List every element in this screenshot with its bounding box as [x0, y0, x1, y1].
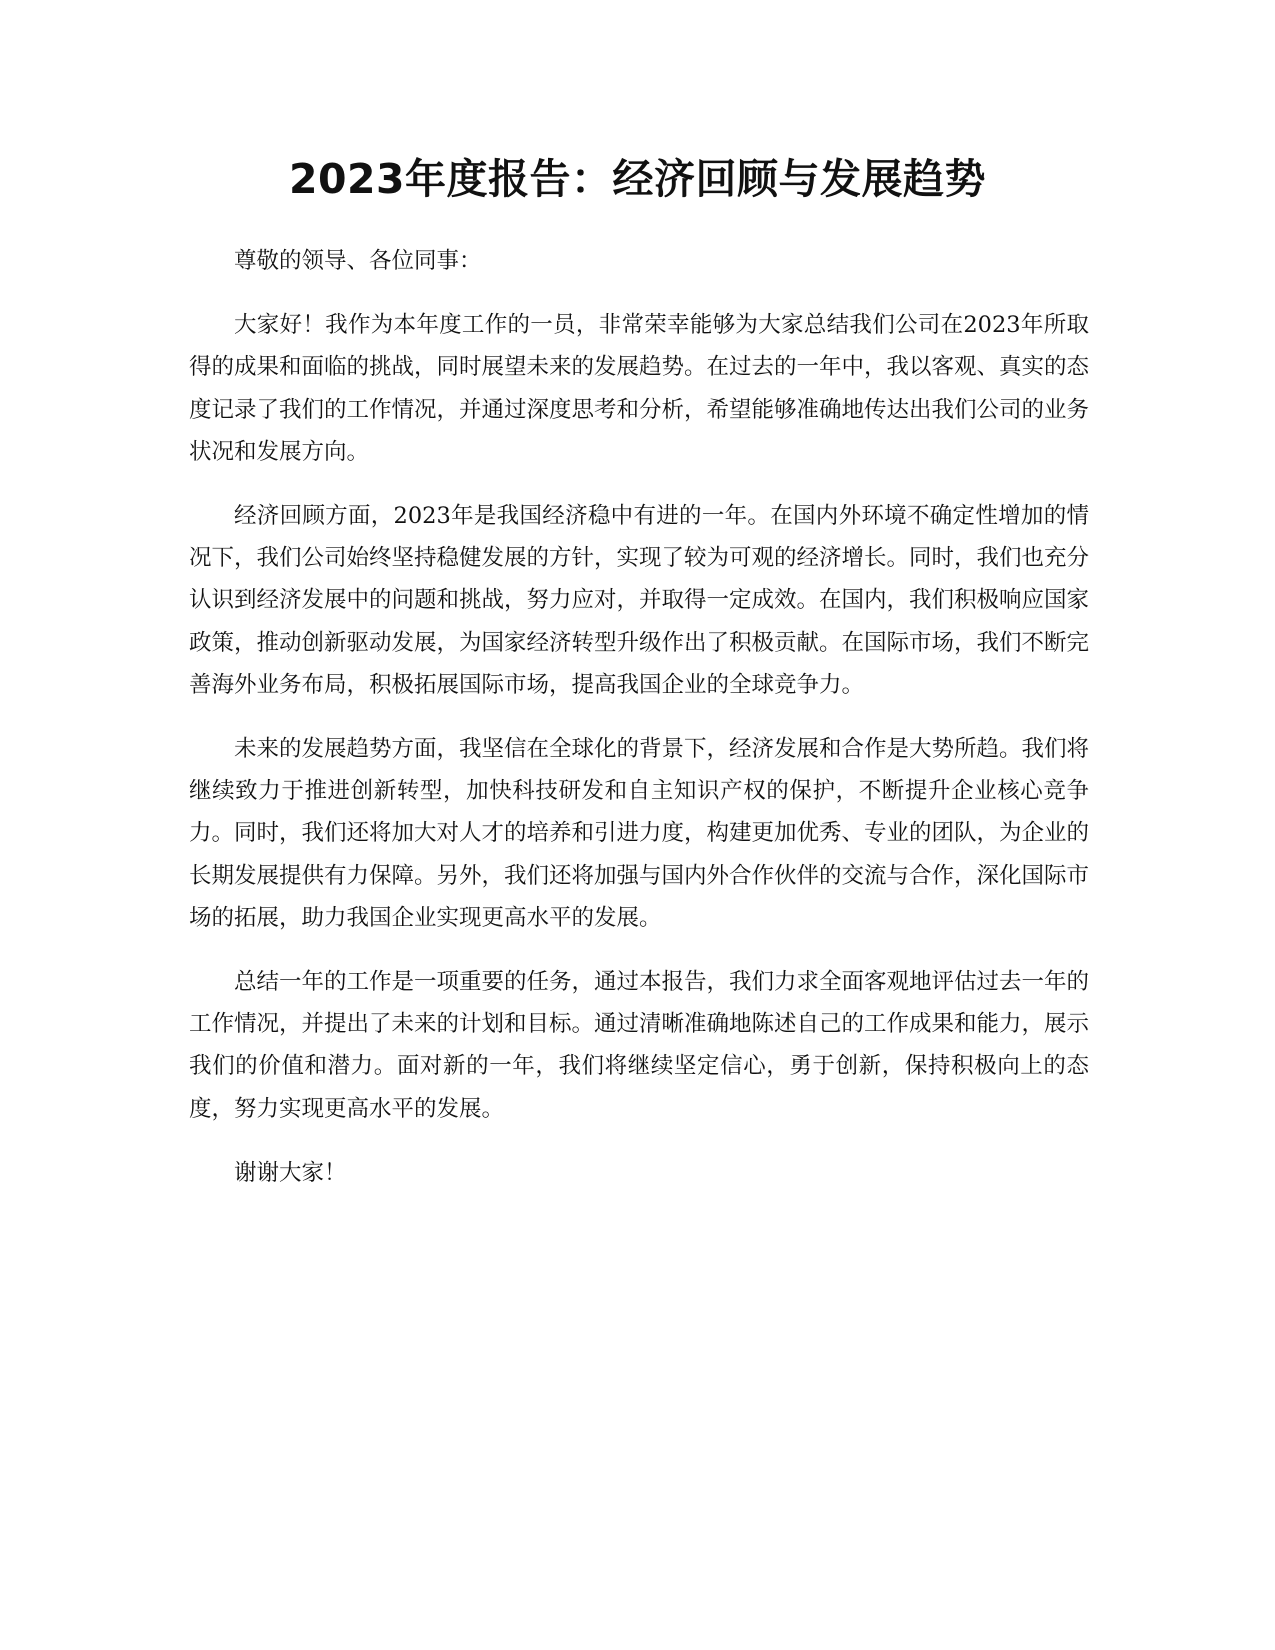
salutation: 尊敬的领导、各位同事：	[234, 248, 482, 274]
paragraph-summary: 总结一年的工作是一项重要的任务，通过本报告，我们力求全面客观地评估过去一年的工作情况，并提出了未来的计划和目标。通过清晰准确地陈述自己的工作成果和能力，展示我们的价值和潜力。面对新的一年，我们将继续坚定信心，勇于创新，保持积极向上的态度，努力实现更高水平的发展。	[189, 969, 1090, 1122]
paragraph-intro: 大家好！我作为本年度工作的一员，非常荣幸能够为大家总结我们公司在2023年所取得的成果和面临的挑战，同时展望未来的发展趋势。在过去的一年中，我以客观、真实的态度记录了我们的工作情况，并通过深度思考和分析，希望能够准确地传达出我们公司的业务状况和发展方向。	[189, 312, 1090, 465]
document-title: 2023年度报告：经济回顾与发展趋势	[288, 155, 987, 203]
document-body	[189, 240, 1089, 1216]
paragraph-economic-review: 经济回顾方面，2023年是我国经济稳中有进的一年。在国内外环境不确定性增加的情况下，我们公司始终坚持稳健发展的方针，实现了较为可观的经济增长。同时，我们也充分认识到经济发展中的问题和挑战，努力应对，并取得一定成效。在国内，我们积极响应国家政策，推动创新驱动发展，为国家经济转型升级作出了积极贡献。在国际市场，我们不断完善海外业务布局，积极拓展国际市场，提高我国企业的全球竞争力。	[189, 503, 1090, 698]
closing: 谢谢大家！	[234, 1159, 347, 1186]
paragraph-future-trends: 未来的发展趋势方面，我坚信在全球化的背景下，经济发展和合作是大势所趋。我们将继续致力于推进创新转型，加快科技研发和自主知识产权的保护，不断提升企业核心竞争力。同时，我们还将加大对人才的培养和引进力度，构建更加优秀、专业的团队，为企业的长期发展提供有力保障。另外，我们还将加强与国内外合作伙伴的交流与合作，深化国际市场的拓展，助力我国企业实现更高水平的发展。	[189, 736, 1090, 931]
